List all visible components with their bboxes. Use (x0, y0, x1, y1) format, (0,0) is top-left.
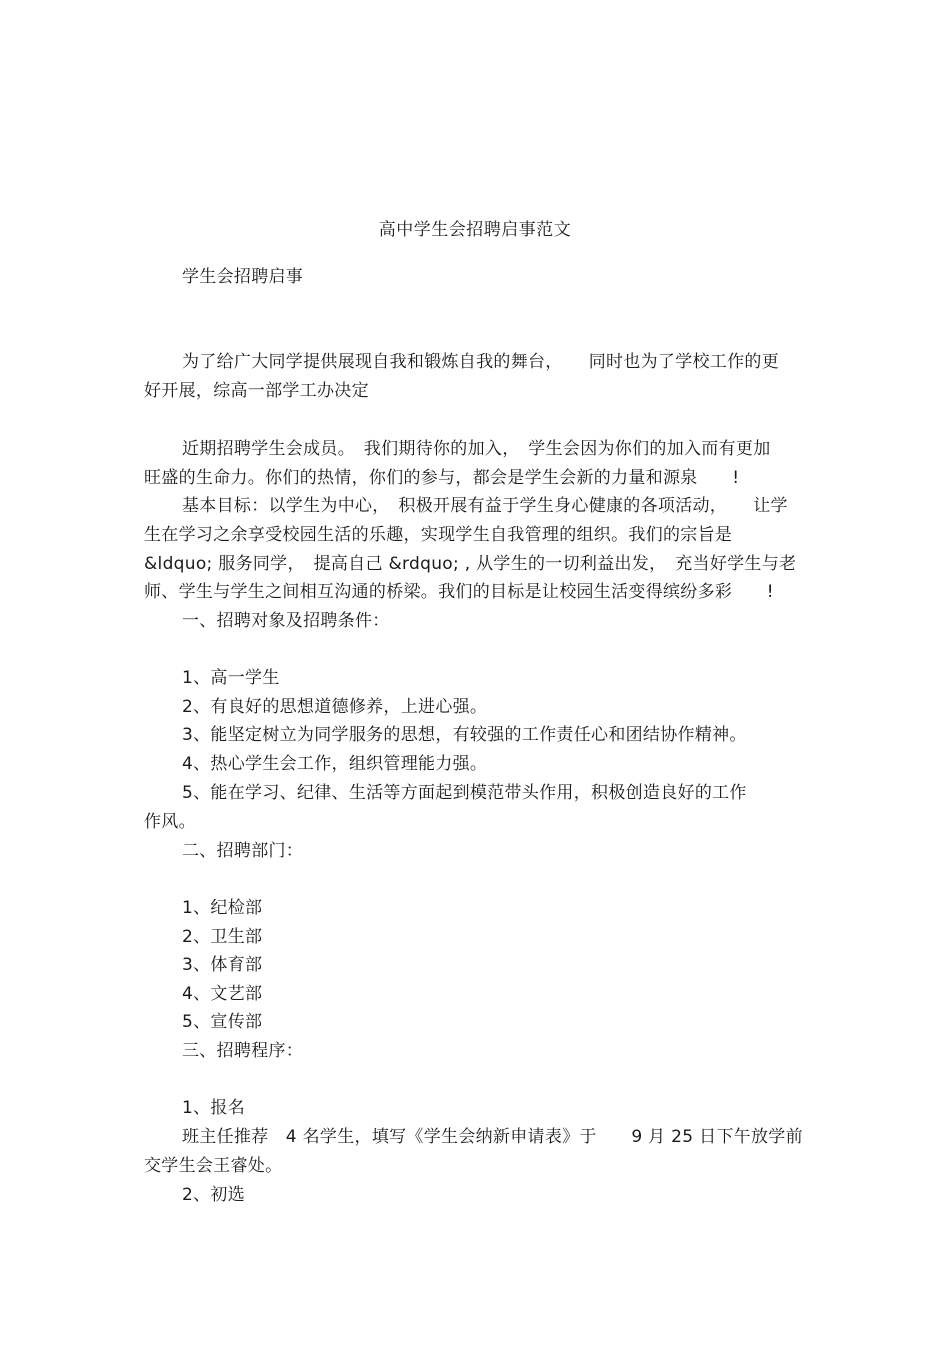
list-item: 4、文艺部 (182, 984, 263, 1004)
paragraph-line: 旺盛的生命力。你们的热情，你们的参与，都会是学生会新的力量和源泉 ! (144, 468, 740, 488)
section-heading: 二、招聘部门： (182, 841, 304, 861)
paragraph-line: &ldquo; 服务同学， 提高自己 &rdquo; , 从学生的一切利益出发， 充当好学生与老 (144, 554, 797, 574)
list-item: 3、能坚定树立为同学服务的思想，有较强的工作责任心和团结协作精神。 (182, 725, 747, 745)
list-item: 5、宣传部 (182, 1012, 263, 1032)
paragraph-line: 基本目标：以学生为中心， 积极开展有益于学生身心健康的各项活动， 让学 (182, 496, 788, 516)
subtitle: 学生会招聘启事 (182, 267, 304, 287)
list-item: 3、体育部 (182, 955, 263, 975)
list-item: 2、卫生部 (182, 927, 263, 947)
list-item: 1、纪检部 (182, 898, 263, 918)
paragraph-line: 交学生会王睿处。 (144, 1156, 283, 1176)
paragraph-line: 为了给广大同学提供展现自我和锻炼自我的舞台， 同时也为了学校工作的更 (182, 352, 779, 372)
list-item: 2、有良好的思想道德修养，上进心强。 (182, 697, 488, 717)
list-item: 4、热心学生会工作，组织管理能力强。 (182, 754, 488, 774)
list-item: 2、初选 (182, 1185, 246, 1205)
list-item: 1、高一学生 (182, 668, 280, 688)
list-item: 1、报名 (182, 1098, 246, 1118)
paragraph-line: 好开展，综高一部学工办决定 (144, 381, 369, 401)
section-heading: 三、招聘程序： (182, 1041, 304, 1061)
list-item-continuation: 作风。 (144, 812, 196, 832)
paragraph-line: 班主任推荐 4 名学生，填写《学生会纳新申请表》于 9 月 25 日下午放学前 (182, 1127, 803, 1147)
document-title: 高中学生会招聘启事范文 (378, 220, 572, 240)
list-item: 5、能在学习、纪律、生活等方面起到模范带头作用，积极创造良好的工作 (182, 783, 747, 803)
section-heading: 一、招聘对象及招聘条件： (182, 611, 390, 631)
paragraph-line: 近期招聘学生会成员。 我们期待你的加入， 学生会因为你们的加入而有更加 (182, 439, 771, 459)
paragraph-line: 生在学习之余享受校园生活的乐趣，实现学生自我管理的组织。我们的宗旨是 (144, 525, 733, 545)
paragraph-line: 师、学生与学生之间相互沟通的桥梁。我们的目标是让校园生活变得缤纷多彩 ! (144, 582, 774, 602)
